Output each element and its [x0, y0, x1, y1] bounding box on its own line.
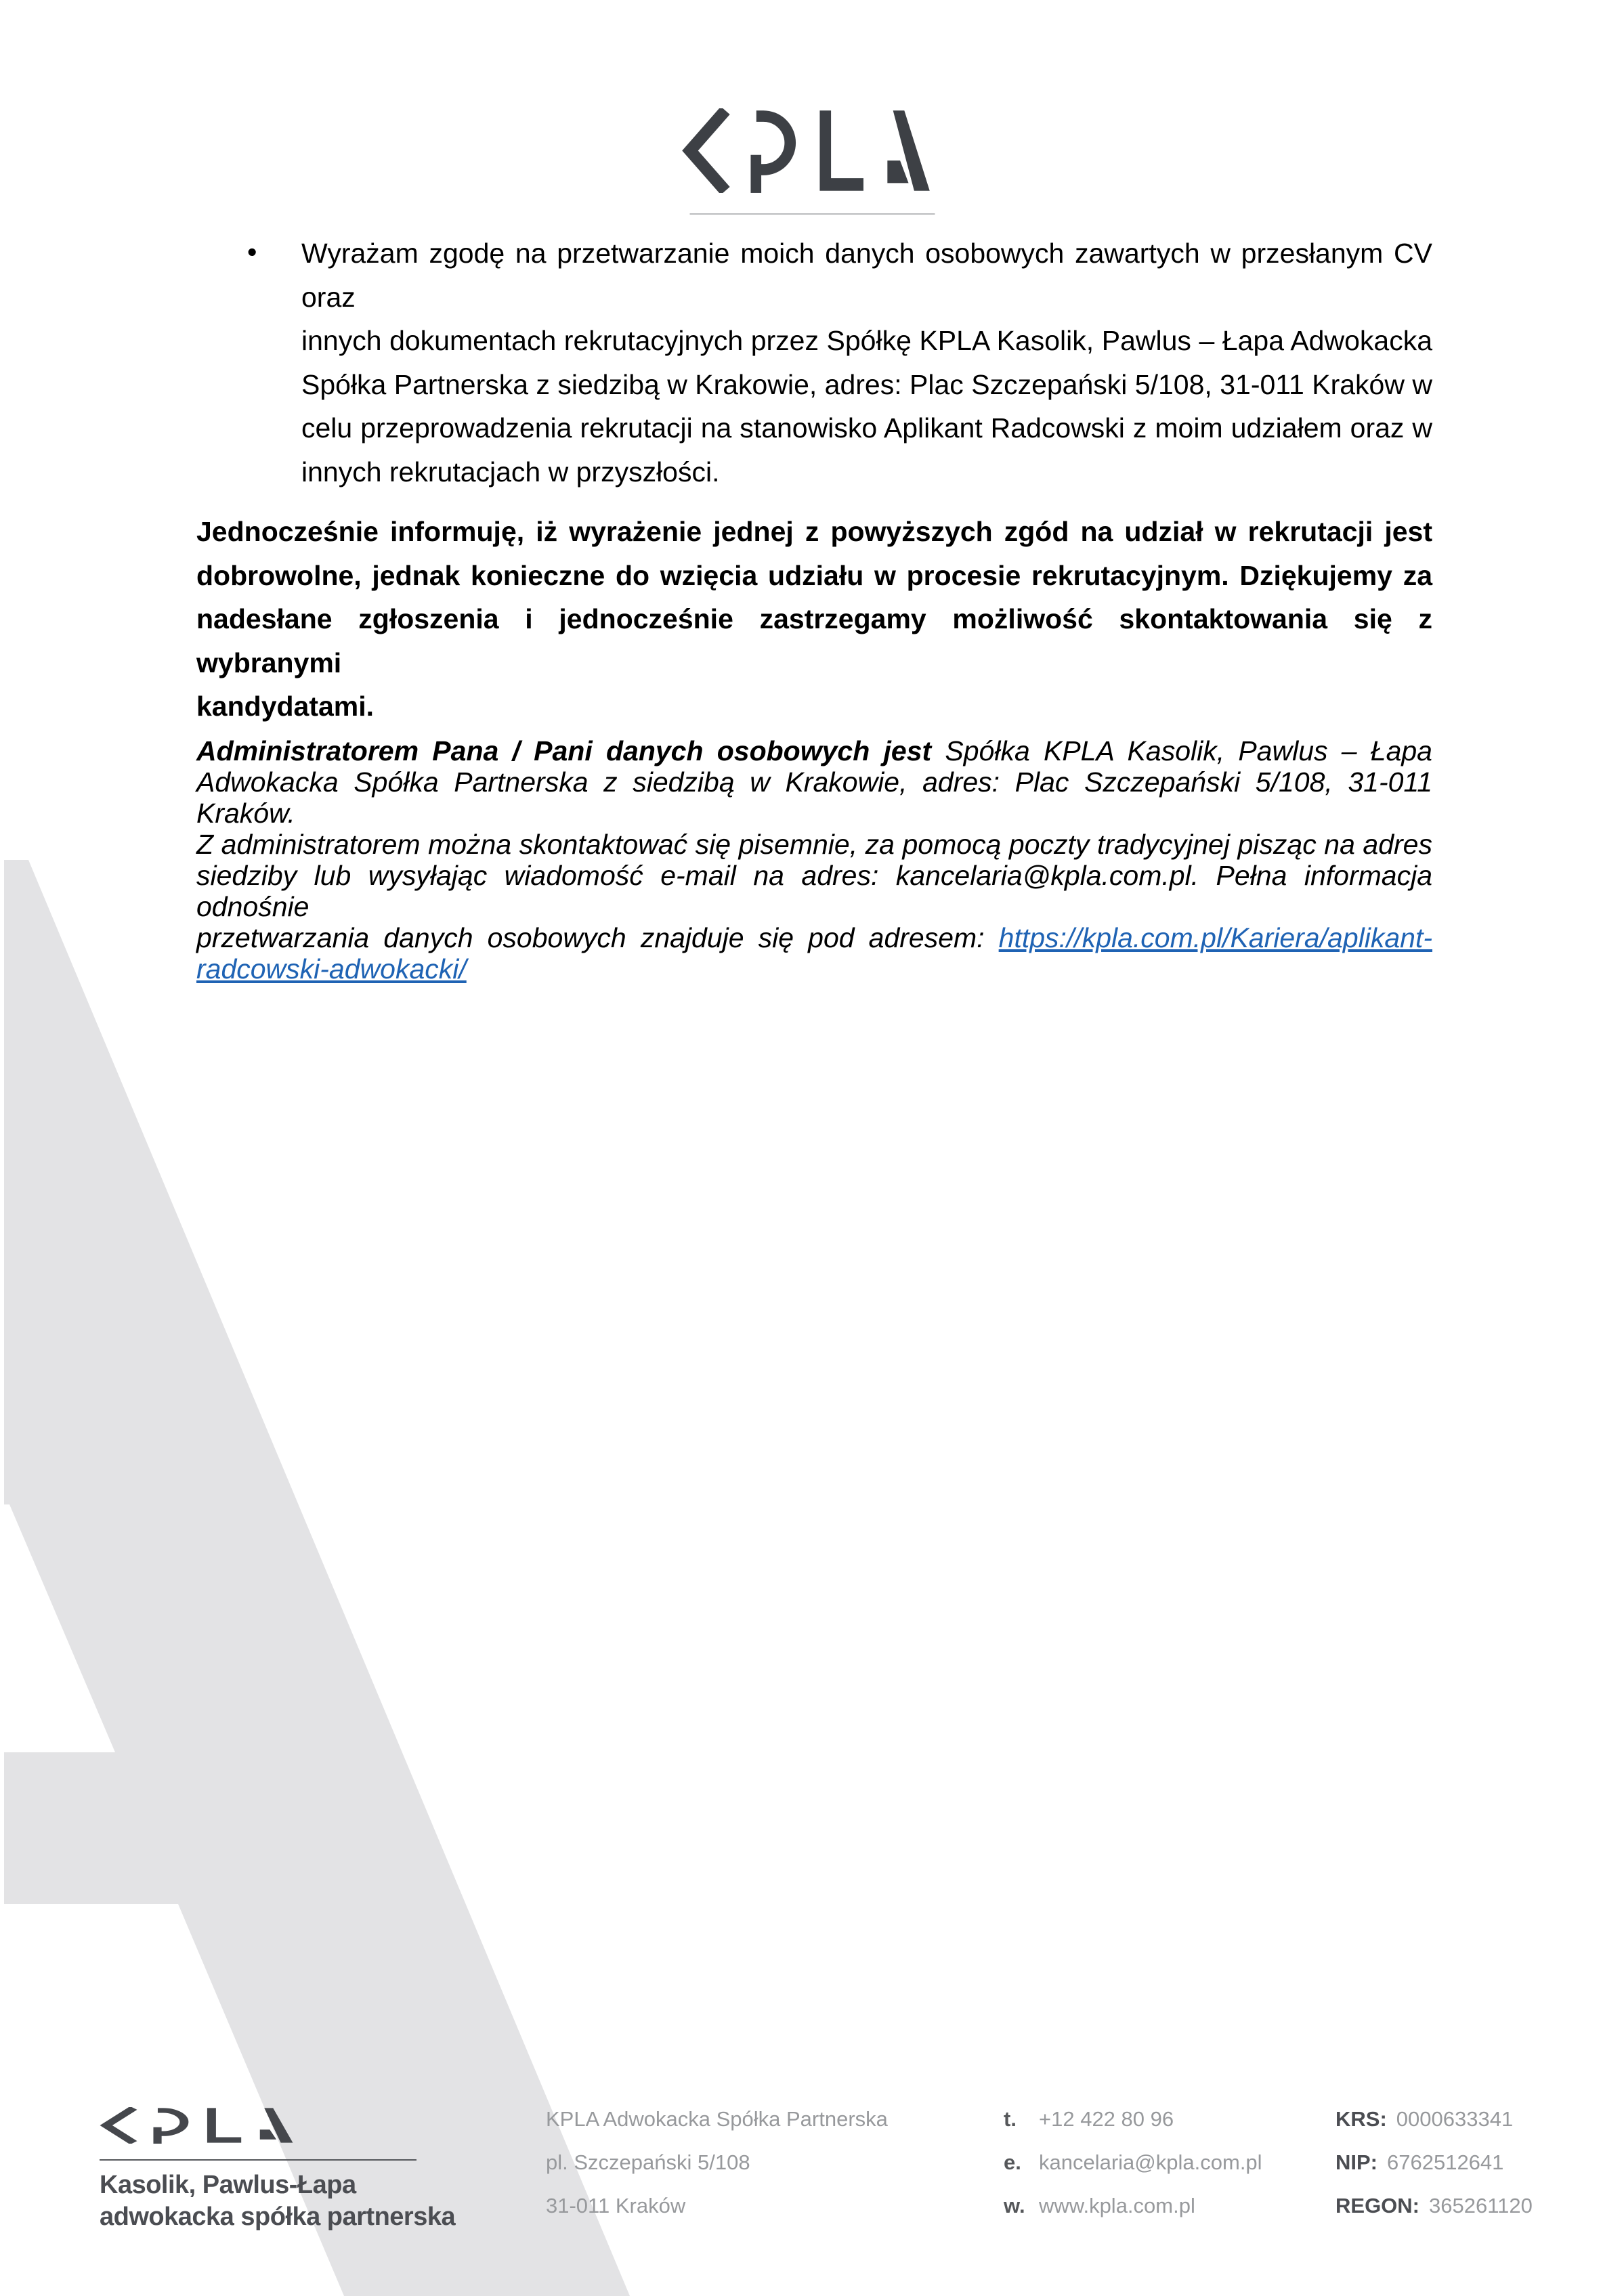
admin-bold-lead: Administratorem Pana / Pani danych osobowych jest	[196, 735, 932, 766]
footer-divider-line	[100, 2159, 416, 2161]
firm-name-line1: Kasolik, Pawlus-Łapa	[100, 2171, 356, 2199]
consent-paragraph	[247, 232, 1432, 494]
admin-text: Adwokacka Spółka Partnerska z siedzibą w Krakowie, adres: Plac Szczepański 5/108, 31-011 Kraków.	[196, 766, 1432, 829]
firm-name-line2: adwokacka spółka partnerska	[100, 2203, 456, 2231]
text-line: innych dokumentach rekrutacyjnych przez Spółkę KPLA Kasolik, Pawlus – Łapa Adwokacka	[301, 325, 1432, 356]
text-line	[196, 766, 1432, 829]
text-line: celu przeprowadzenia rekrutacji na stanowisko Aplikant Radcowski z moim udziałem oraz w	[301, 412, 1432, 443]
text-line	[196, 860, 1432, 922]
address-line: pl. Szczepański 5/108	[546, 2150, 750, 2174]
admin-text: Z administratorem można skontaktować się pisemnie, za pomocą poczty tradycyjnej pisząc na adres	[196, 829, 1432, 860]
contact-row-label: w.	[1004, 2194, 1025, 2217]
text-line	[196, 922, 1432, 953]
contact-row-label: t.	[1004, 2107, 1017, 2131]
registry-row-label: KRS:	[1335, 2107, 1387, 2131]
text-line: dobrowolne, jednak konieczne do wzięcia udziału w procesie rekrutacyjnym. Dziękujemy za	[196, 559, 1432, 591]
contact-row	[1004, 2098, 1262, 2141]
contact-row	[1004, 2184, 1262, 2228]
contact-row-value: +12 422 80 96	[1039, 2107, 1174, 2131]
kpla-logo-icon	[682, 108, 943, 193]
contact-row-label: e.	[1004, 2150, 1021, 2174]
text-line: Jednocześnie informuję, iż wyrażenie jednej z powyższych zgód na udział w rekrutacji jest	[196, 516, 1432, 547]
kpla-logo	[682, 108, 943, 215]
text-line: kandydatami.	[196, 691, 375, 722]
admin-text: przetwarzania danych osobowych znajduje się pod adresem:	[196, 922, 999, 953]
text-line: Spółka Partnerska z siedzibą w Krakowie, adres: Plac Szczepański 5/108, 31-011 Kraków w	[301, 368, 1432, 400]
registry-row	[1335, 2098, 1533, 2141]
firm-address	[546, 2098, 888, 2228]
text-line: innych rekrutacjach w przyszłości.	[301, 456, 720, 488]
privacy-policy-link[interactable]: radcowski-adwokacki/	[196, 953, 467, 984]
watermark-shape	[4, 860, 630, 2296]
contact-row-value: www.kpla.com.pl	[1039, 2194, 1195, 2217]
text-line: nadesłane zgłoszenia i jednocześnie zastrzegamy możliwość skontaktowania się z wybranymi	[196, 603, 1432, 678]
address-line: 31-011 Kraków	[546, 2194, 686, 2217]
info-paragraph	[196, 510, 1432, 729]
bullet-marker: •	[247, 236, 257, 267]
registry-row-value: 0000633341	[1396, 2107, 1514, 2131]
contact-row-value: kancelaria@kpla.com.pl	[1039, 2150, 1262, 2174]
firm-registry-numbers	[1335, 2098, 1533, 2228]
privacy-policy-link[interactable]: https://kpla.com.pl/Kariera/aplikant-	[998, 922, 1432, 953]
contact-row	[1004, 2141, 1262, 2184]
firm-name	[100, 2169, 455, 2233]
admin-text: Spółka KPLA Kasolik, Pawlus – Łapa	[931, 735, 1432, 766]
admin-text: siedziby lub wysyłając wiadomość e-mail na adres: kancelaria@kpla.com.pl. Pełna informacja odnośnie	[196, 860, 1432, 922]
admin-paragraph	[196, 735, 1432, 984]
registry-row	[1335, 2141, 1533, 2184]
registry-row	[1335, 2184, 1533, 2228]
registry-row-value: 6762512641	[1387, 2150, 1504, 2174]
text-line	[196, 735, 1432, 766]
text-line	[196, 953, 1432, 984]
registry-row-label: REGON:	[1335, 2194, 1419, 2217]
footer-kpla-logo-icon	[100, 2107, 303, 2144]
address-line: KPLA Adwokacka Spółka Partnerska	[546, 2107, 888, 2131]
logo-underline	[689, 213, 935, 215]
firm-contact	[1004, 2098, 1262, 2228]
text-line	[196, 829, 1432, 860]
text-line: Wyrażam zgodę na przetwarzanie moich danych osobowych zawartych w przesłanym CV oraz	[301, 238, 1432, 313]
registry-row-label: NIP:	[1335, 2150, 1377, 2174]
registry-row-value: 365261120	[1429, 2194, 1533, 2217]
